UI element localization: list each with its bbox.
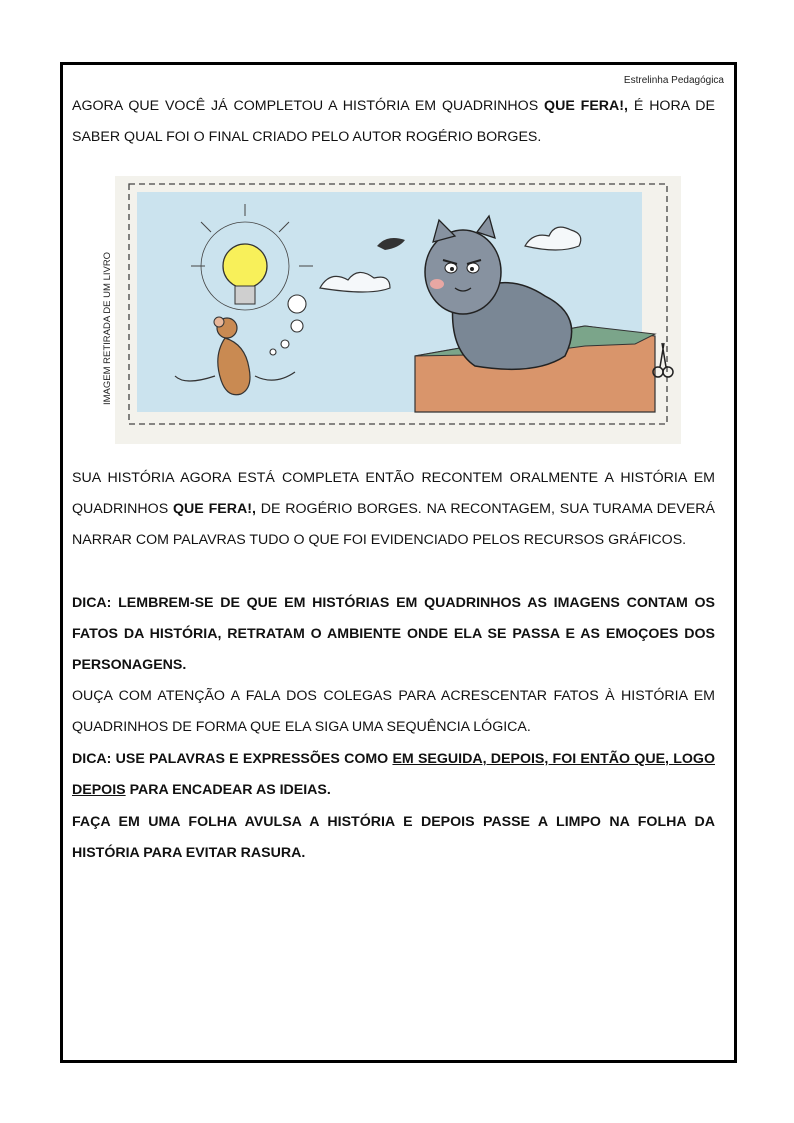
recount-text-1: SUA HISTÓRIA AGORA ESTÁ COMPLETA ENTÃO RECONTEM ORALMENTE A HISTÓRIA EM QUADRINHOS xyxy=(72,470,715,517)
intro-story-title: QUE FERA!, xyxy=(544,98,628,114)
intro-text-2: É HORA DE SABER QUAL FOI O FINAL CRIADO PELO AUTOR ROGÉRIO BORGES. xyxy=(72,98,715,145)
image-credit-label: IMAGEM RETIRADA DE UM LIVRO xyxy=(102,251,113,405)
page-frame xyxy=(60,62,737,1063)
comic-illustration xyxy=(115,176,681,444)
listen-paragraph: OUÇA COM ATENÇÃO A FALA DOS COLEGAS PARA ACRESCENTAR FATOS À HISTÓRIA EM QUADRINHOS DE FORMA QUE ELA SIGA UMA SEQUÊNCIA LÓGICA. xyxy=(72,688,715,735)
intro-text-1: AGORA QUE VOCÊ JÁ COMPLETOU A HISTÓRIA EM QUADRINHOS xyxy=(72,98,545,114)
tip2-text-1: DICA: USE PALAVRAS E EXPRESSÕES COMO xyxy=(72,751,393,767)
recount-text-2: DE ROGÉRIO BORGES. NA RECONTAGEM, SUA TURAMA DEVERÁ NARRAR COM PALAVRAS TUDO O QUE FOI EVIDENCIADO PELOS RECURSOS GRÁFICOS. xyxy=(72,501,716,548)
intro-paragraph xyxy=(72,91,715,153)
brand-label: Estrelinha Pedagógica xyxy=(623,75,724,86)
recount-story-title: QUE FERA!, xyxy=(173,501,256,517)
tip-paragraph-1: DICA: LEMBREM-SE DE QUE EM HISTÓRIAS EM QUADRINHOS AS IMAGENS CONTAM OS FATOS DA HISTÓRIA, RETRATAM O AMBIENTE ONDE ELA SE PASSA E AS EMOÇOES DOS PERSONAGENS. xyxy=(72,595,715,673)
draft-paragraph: FAÇA EM UMA FOLHA AVULSA A HISTÓRIA E DEPOIS PASSE A LIMPO NA FOLHA DA HISTÓRIA PARA EVITAR RASURA. xyxy=(72,814,715,861)
tip2-text-2: PARA ENCADEAR AS IDEIAS. xyxy=(125,782,331,798)
tip2-connectives: EM SEGUIDA, DEPOIS, FOI ENTÃO QUE, LOGO DEPOIS xyxy=(72,751,715,798)
comic-panel-image xyxy=(115,176,681,444)
tip-paragraph-2 xyxy=(72,744,715,806)
recount-paragraph xyxy=(72,463,715,556)
